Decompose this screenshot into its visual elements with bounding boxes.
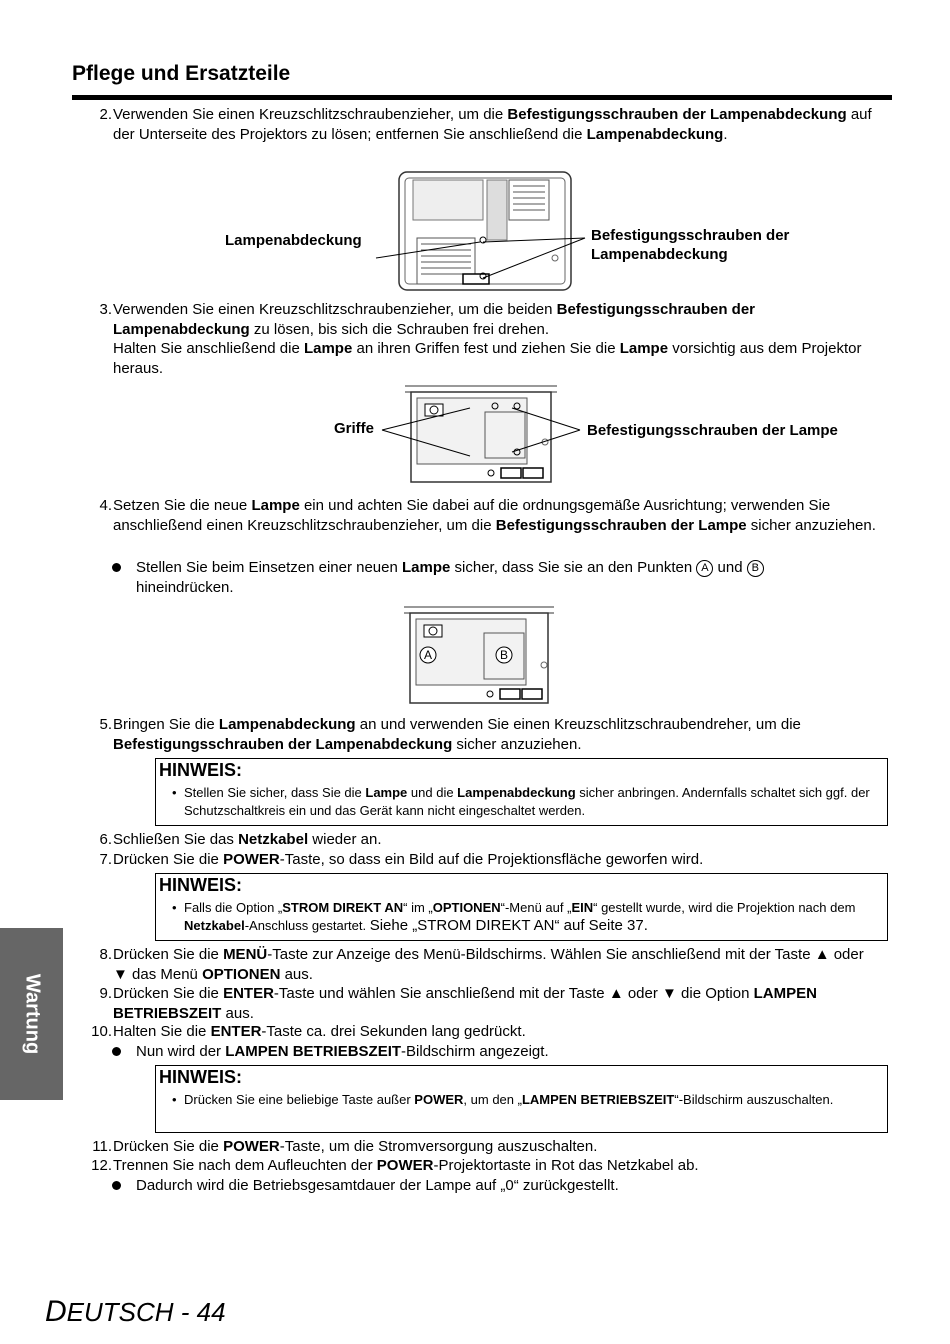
step-text: -Taste ca. drei Sekunden lang gedrückt. xyxy=(261,1023,526,1040)
footer-initial: D xyxy=(45,1295,67,1328)
note-bold: Netzkabel xyxy=(184,918,245,933)
note-body xyxy=(172,1091,875,1109)
note-box xyxy=(155,873,888,941)
step-bold: MENÜ xyxy=(223,946,268,963)
bullet-text: hineindrücken. xyxy=(136,578,234,596)
label-handles: Griffe xyxy=(334,420,375,437)
step-number: 8. xyxy=(99,946,112,963)
note-bold: LAMPEN BETRIEBSZEIT xyxy=(521,1092,675,1107)
step-text: vorsichtig aus dem Projektor heraus. xyxy=(113,340,862,377)
side-tab-label: Wartung xyxy=(21,973,43,1055)
step-5 xyxy=(88,715,878,754)
bullet-bold: Lampe xyxy=(402,559,451,576)
footer-page-number: EUTSCH - 44 xyxy=(66,1297,226,1327)
point-a-marker: A xyxy=(696,560,713,577)
note-title: HINWEIS: xyxy=(159,760,242,780)
point-b-marker: B xyxy=(747,560,764,577)
step-text: auf der Unterseite des Projektors zu lösen; entfernen Sie anschließend die xyxy=(113,106,872,143)
step-text: Halten Sie anschließend die xyxy=(113,340,304,357)
step-4-bullet xyxy=(112,558,872,597)
step-bold: Lampenabdeckung xyxy=(218,716,356,733)
step-bold: Lampenabdeckung xyxy=(586,125,724,143)
step-3 xyxy=(88,300,878,378)
step-text: Drücken Sie die xyxy=(113,1138,224,1155)
step-text: Verwenden Sie einen Kreuzschlitzschraubenzieher, um die xyxy=(113,106,508,123)
step-text: Setzen Sie die neue xyxy=(113,497,252,514)
step-text: Schließen Sie das xyxy=(113,831,239,848)
bullet-dot xyxy=(112,1047,121,1056)
note-body xyxy=(172,784,875,820)
note-text: “ gestellt wurde, wird die Projektion nach dem xyxy=(593,900,856,915)
lamp-insert-diagram xyxy=(404,603,556,707)
step-bold: Befestigungsschrauben der Lampenabdeckung xyxy=(507,106,847,123)
step-bold: Befestigungsschrauben der Lampe xyxy=(495,516,747,534)
step-12 xyxy=(88,1156,878,1176)
bullet-text: sicher, dass Sie sie an den Punkten xyxy=(450,559,697,576)
step-7 xyxy=(88,850,878,870)
step-bold: ENTER xyxy=(210,1023,262,1040)
note-bold: OPTIONEN xyxy=(432,900,501,915)
note-text: Stellen Sie sicher, dass Sie die xyxy=(184,785,366,800)
note-text: -Anschluss gestartet. xyxy=(244,918,370,933)
step-text: . xyxy=(723,125,728,143)
step-text: Verwenden Sie einen Kreuzschlitzschraubenzieher, um die beiden xyxy=(113,301,557,318)
note-reference: Siehe „STROM DIREKT AN“ auf Seite 37. xyxy=(369,917,648,934)
step-number: 5. xyxy=(99,716,112,733)
note-bold: Lampe xyxy=(365,785,408,800)
step-number: 6. xyxy=(99,831,112,848)
step-text: sicher anzuziehen. xyxy=(452,735,582,753)
note-body xyxy=(172,899,875,935)
step-text: -Taste zur Anzeige des Menü-Bildschirms. Wählen Sie anschließend mit der Taste ▲ oder ▼ das Menü xyxy=(113,946,864,983)
step-number: 4. xyxy=(99,497,112,514)
note-text: “ im „ xyxy=(403,900,433,915)
step-bold: POWER xyxy=(376,1157,434,1174)
fig3-point-b: B xyxy=(499,648,509,662)
handle-callout-lines xyxy=(380,400,585,460)
label-cover-screws: Befestigungsschrauben der Lampenabdeckung xyxy=(591,227,790,263)
callout-lines xyxy=(370,230,590,290)
note-bold: Lampenabdeckung xyxy=(457,785,576,800)
step-bold: Befestigungsschrauben der Lampenabdeckung xyxy=(113,301,756,338)
step-number: 10. xyxy=(91,1023,112,1040)
step-text: zu lösen, bis sich die Schrauben frei drehen. xyxy=(249,320,550,338)
step-number: 3. xyxy=(99,301,112,318)
step-text: an ihren Griffen fest und ziehen Sie die xyxy=(352,340,620,357)
step-2 xyxy=(88,105,878,144)
label-lamp-cover: Lampenabdeckung xyxy=(225,232,362,249)
note-bold: STROM DIREKT AN xyxy=(282,900,404,915)
section-side-tab xyxy=(0,928,63,1100)
bullet-text: Nun wird der xyxy=(136,1043,226,1060)
note-text: , um den „ xyxy=(463,1092,522,1107)
note-text: Falls die Option „ xyxy=(184,900,283,915)
step-text: -Taste, um die Stromversorgung auszuschalten. xyxy=(279,1138,598,1155)
bullet-dot xyxy=(112,563,121,572)
page-footer xyxy=(45,1295,226,1329)
step-text: Drücken Sie die xyxy=(113,985,224,1002)
step-text: Bringen Sie die xyxy=(113,716,219,733)
step-text: Drücken Sie die xyxy=(113,851,224,868)
label-lamp-screws: Befestigungsschrauben der Lampe xyxy=(587,422,838,439)
step-bold: POWER xyxy=(223,851,280,868)
note-bullet: • xyxy=(172,1092,177,1107)
step-10 xyxy=(88,1022,878,1042)
step-text: Halten Sie die xyxy=(113,1023,211,1040)
bullet-text: und xyxy=(713,559,747,576)
step-text: -Taste, so dass ein Bild auf die Projektionsfläche geworfen wird. xyxy=(279,851,704,868)
step-text: aus. xyxy=(221,1004,254,1022)
note-title: HINWEIS: xyxy=(159,1067,242,1087)
fig3-point-a: A xyxy=(423,648,433,662)
bullet-dot xyxy=(112,1181,121,1190)
step-bold: POWER xyxy=(223,1138,280,1155)
step-number: 2. xyxy=(99,106,112,123)
step-bold: Lampe xyxy=(251,497,300,514)
note-box xyxy=(155,758,888,826)
step-4 xyxy=(88,496,878,535)
note-text: sicher anbringen. Andernfalls schaltet sich ggf. der Schutzschaltkreis ein und das Gerät kann nicht eingeschaltet werden. xyxy=(184,785,870,818)
note-text: “-Bildschirm auszuschalten. xyxy=(674,1092,834,1107)
step-number: 12. xyxy=(91,1157,112,1174)
title-rule xyxy=(72,95,892,100)
step-text: aus. xyxy=(280,965,313,983)
step-bold: Befestigungsschrauben der Lampenabdeckung xyxy=(113,735,453,753)
note-bold: EIN xyxy=(571,900,594,915)
note-text: “-Menü auf „ xyxy=(500,900,572,915)
step-text: ein und achten Sie dabei auf die ordnungsgemäße Ausrichtung; verwenden Sie anschließend einen Kreuzschlitzschraubenzieher, um die xyxy=(113,497,831,534)
page-title: Pflege und Ersatzteile xyxy=(72,62,291,85)
step-text: -Projektortaste in Rot das Netzkabel ab. xyxy=(433,1157,699,1174)
step-9 xyxy=(88,984,878,1023)
step-text: wieder an. xyxy=(308,831,382,848)
bullet-bold: LAMPEN BETRIEBSZEIT xyxy=(225,1043,402,1060)
step-12-bullet xyxy=(112,1176,872,1196)
step-number: 11. xyxy=(92,1138,112,1155)
step-10-bullet xyxy=(112,1042,872,1062)
note-text: und die xyxy=(407,785,458,800)
step-text: an und verwenden Sie einen Kreuzschlitzschraubendreher, um die xyxy=(355,716,801,733)
note-text: Drücken Sie eine beliebige Taste außer xyxy=(184,1092,415,1107)
step-text: Trennen Sie nach dem Aufleuchten der xyxy=(113,1157,377,1174)
note-bullet: • xyxy=(172,900,177,915)
step-number: 9. xyxy=(99,985,112,1002)
bullet-text: Dadurch wird die Betriebsgesamtdauer der Lampe auf „0“ zurückgestellt. xyxy=(136,1177,619,1194)
step-8 xyxy=(88,945,878,984)
bullet-text: -Bildschirm angezeigt. xyxy=(401,1043,549,1060)
step-number: 7. xyxy=(99,851,112,868)
step-bold: LAMPEN BETRIEBSZEIT xyxy=(113,985,817,1022)
step-bold: Netzkabel xyxy=(238,831,309,848)
step-bold: ENTER xyxy=(223,985,274,1002)
step-text: -Taste und wählen Sie anschließend mit der Taste ▲ oder ▼ die Option xyxy=(273,985,754,1002)
step-text: Drücken Sie die xyxy=(113,946,224,963)
step-text: sicher anzuziehen. xyxy=(746,516,876,534)
note-title: HINWEIS: xyxy=(159,875,242,895)
step-11 xyxy=(88,1137,878,1157)
note-bullet: • xyxy=(172,785,177,800)
step-6 xyxy=(88,830,878,850)
bullet-text: Stellen Sie beim Einsetzen einer neuen xyxy=(136,559,403,576)
note-bold: POWER xyxy=(414,1092,464,1107)
step-bold: Lampe xyxy=(303,340,353,357)
note-box xyxy=(155,1065,888,1133)
step-bold: OPTIONEN xyxy=(202,965,281,983)
step-bold: Lampe xyxy=(619,340,669,357)
